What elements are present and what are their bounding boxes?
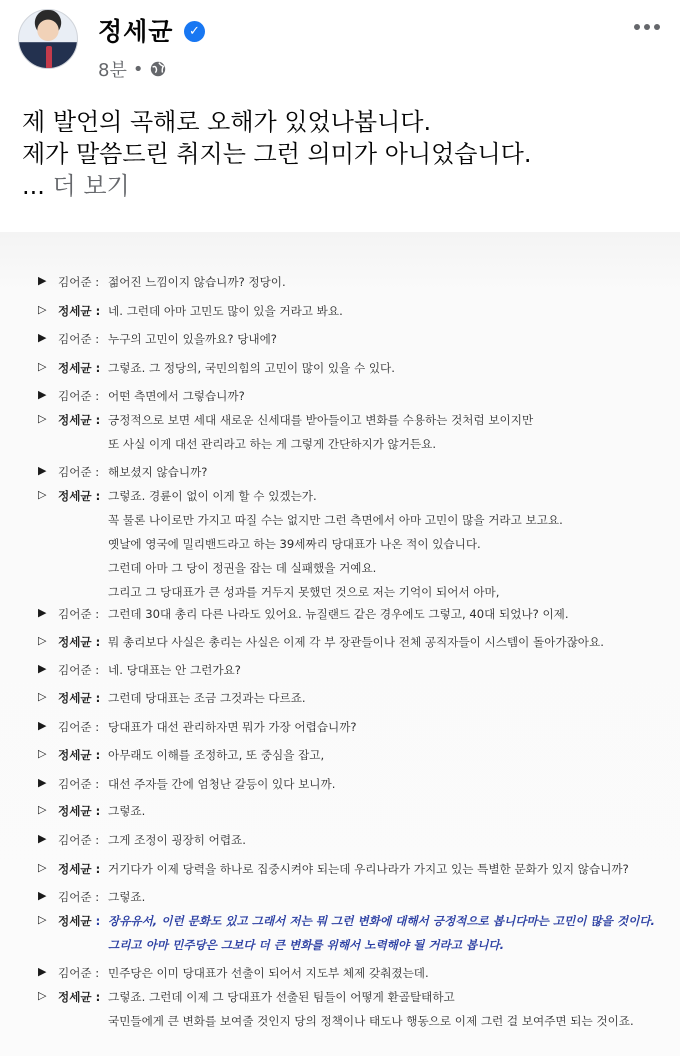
- utterance: [108, 274, 286, 298]
- play-outline-marker-icon: ▷: [38, 360, 47, 373]
- post-body: [22, 106, 662, 202]
- utterance-line: 당대표가 대선 관리하자면 뭐가 가장 어렵습니까?: [108, 720, 357, 734]
- utterance: [108, 634, 604, 658]
- utterance-line: 그리고 그 당대표가 큰 성과를 거두지 못했던 것으로 저는 기억이 되어서 아마,: [108, 585, 500, 599]
- utterance: [108, 832, 246, 856]
- utterance-line: 뭐 총리보다 사실은 총리는 사실은 이제 각 부 장관들이나 전체 공직자들이 시스템이 돌아가잖아요.: [108, 635, 604, 649]
- transcript-row: [38, 274, 674, 298]
- play-marker-icon: ▶: [38, 662, 47, 675]
- utterance: [108, 913, 655, 961]
- play-marker-icon: ▶: [38, 719, 47, 732]
- utterance-line: 또 사실 이게 대선 관리라고 하는 게 그렇게 간단하지가 않거든요.: [108, 437, 437, 451]
- utterance: [108, 488, 563, 608]
- speaker-label: 정세균: [58, 914, 92, 928]
- speaker-name: 정세균 :: [58, 635, 101, 649]
- utterance: [108, 747, 324, 771]
- speaker-label: 정세균: [58, 990, 92, 1004]
- utterance: [108, 776, 335, 800]
- post-header: [0, 0, 680, 96]
- utterance-line: 그리고 아마 민주당은 그보다 더 큰 변화를 위해서 노력해야 될 거라고 봅니다.: [108, 938, 504, 952]
- speaker-label: 김어준: [58, 607, 92, 621]
- author-name[interactable]: 정세균: [98, 17, 174, 46]
- play-marker-icon: ▶: [38, 965, 47, 978]
- speaker-name: 김어준 :: [58, 890, 100, 904]
- transcript-row: [38, 662, 674, 686]
- speaker-name: 정세균 :: [58, 361, 101, 375]
- utterance-line: 그런데 30대 총리 다른 나라도 있어요. 뉴질랜드 같은 경우에도 그렇고, 40대 되었나? 이제.: [108, 607, 569, 621]
- utterance-line: 장유유서, 이런 문화도 있고 그래서 저는 뭐 그런 변화에 대해서 긍정적으로 봅니다마는 고민이 많을 것이다.: [108, 914, 655, 928]
- speaker-name: 김어준 :: [58, 465, 100, 479]
- speaker-label: 정세균: [58, 862, 92, 876]
- speaker-name: 김어준 :: [58, 275, 100, 289]
- meta-separator: •: [132, 58, 144, 80]
- transcript-row: [38, 331, 674, 355]
- see-more-link[interactable]: 더 보기: [52, 172, 130, 200]
- speaker-name: 정세균 :: [58, 304, 101, 318]
- utterance-line: 어떤 측면에서 그렇습니까?: [108, 389, 245, 403]
- transcript-row: [38, 889, 674, 913]
- speaker-name: 김어준 :: [58, 833, 100, 847]
- play-marker-icon: ▶: [38, 889, 47, 902]
- transcript: [0, 232, 680, 1056]
- utterance: [108, 464, 207, 488]
- utterance-line: 국민들에게 큰 변화를 보여줄 것인지 당의 정책이나 태도나 행동으로 이제 그런 걸 보여주면 되는 것이죠.: [108, 1014, 634, 1028]
- speaker-label: 김어준: [58, 389, 92, 403]
- speaker-name: 정세균 :: [58, 990, 101, 1004]
- transcript-row: [38, 464, 674, 488]
- speaker-label: 김어준: [58, 777, 92, 791]
- speaker-label: 정세균: [58, 804, 92, 818]
- utterance-line: 꼭 물론 나이로만 가지고 따질 수는 없지만 그런 측면에서 아마 고민이 많을 거라고 보고요.: [108, 513, 563, 527]
- play-marker-icon: ▶: [38, 388, 47, 401]
- ellipsis: ...: [22, 172, 45, 200]
- utterance-line: 그렇죠.: [108, 804, 146, 818]
- speaker-label: 정세균: [58, 635, 92, 649]
- speaker-label: 김어준: [58, 332, 92, 346]
- utterance-line: 젊어진 느낌이지 않습니까? 정당이.: [108, 275, 286, 289]
- utterance-line: 옛날에 영국에 밀리밴드라고 하는 39세짜리 당대표가 나온 적이 있습니다.: [108, 537, 481, 551]
- speaker-name: 김어준 :: [58, 607, 100, 621]
- speaker-name: 김어준 :: [58, 663, 100, 677]
- transcript-row: [38, 832, 674, 856]
- play-marker-icon: ▶: [38, 832, 47, 845]
- transcript-image[interactable]: [0, 232, 680, 1056]
- utterance: [108, 719, 357, 743]
- utterance-line: 누구의 고민이 있을까요? 당내에?: [108, 332, 277, 346]
- play-outline-marker-icon: ▷: [38, 747, 47, 760]
- transcript-row: [38, 803, 674, 827]
- utterance: [108, 360, 395, 384]
- speaker-label: 정세균: [58, 691, 92, 705]
- transcript-row: [38, 861, 674, 885]
- transcript-row: [38, 303, 674, 327]
- transcript-row: [38, 488, 674, 608]
- utterance-line: 그렇죠. 그 정당의, 국민의힘의 고민이 많이 있을 수 있다.: [108, 361, 395, 375]
- utterance-line: 그렇죠. 경륜이 없이 이게 할 수 있겠는가.: [108, 489, 317, 503]
- utterance: [108, 965, 429, 989]
- utterance: [108, 606, 569, 630]
- play-marker-icon: ▶: [38, 274, 47, 287]
- utterance-line: 민주당은 이미 당대표가 선출이 되어서 지도부 체제 갖춰졌는데.: [108, 966, 429, 980]
- speaker-label: 김어준: [58, 890, 92, 904]
- post-body-line: 제가 말씀드린 취지는 그런 의미가 아니었습니다.: [22, 140, 532, 168]
- speaker-name: 정세균 :: [58, 691, 101, 705]
- verified-badge-icon: ✓: [184, 21, 205, 42]
- speaker-label: 정세균: [58, 361, 92, 375]
- speaker-name: 정세균 :: [58, 413, 101, 427]
- post-time[interactable]: 8분: [98, 60, 127, 81]
- utterance-line: 아무래도 이해를 조정하고, 또 중심을 잡고,: [108, 748, 325, 762]
- transcript-row: [38, 388, 674, 412]
- transcript-row: [38, 360, 674, 384]
- speaker-name: 김어준 :: [58, 332, 100, 346]
- utterance: [108, 412, 533, 460]
- author-avatar[interactable]: [18, 9, 78, 69]
- speaker-name: 김어준 :: [58, 966, 100, 980]
- utterance: [108, 803, 145, 827]
- play-outline-marker-icon: ▷: [38, 803, 47, 816]
- transcript-row: [38, 634, 674, 658]
- utterance-line: 그런데 아마 그 당이 정권을 잡는 데 실패했을 거예요.: [108, 561, 377, 575]
- speaker-name: 정세균 :: [58, 862, 101, 876]
- play-marker-icon: ▶: [38, 606, 47, 619]
- utterance-line: 그런데 당대표는 조금 그것과는 다르죠.: [108, 691, 306, 705]
- speaker-name: 정세균 :: [58, 748, 101, 762]
- post-body-line: 제 발언의 곡해로 오해가 있었나봅니다.: [22, 108, 432, 136]
- utterance-line: 거기다가 이제 당력을 하나로 집중시켜야 되는데 우리나라가 가지고 있는 특별한 문화가 있지 않습니까?: [108, 862, 629, 876]
- speaker-label: 김어준: [58, 663, 92, 677]
- utterance: [108, 303, 343, 327]
- speaker-label: 김어준: [58, 720, 92, 734]
- more-options-icon[interactable]: [634, 24, 660, 30]
- utterance-line: 해보셨지 않습니까?: [108, 465, 208, 479]
- speaker-label: 정세균: [58, 748, 92, 762]
- speaker-name: 정세균 :: [58, 804, 101, 818]
- utterance: [108, 662, 241, 686]
- play-outline-marker-icon: ▷: [38, 690, 47, 703]
- transcript-row: [38, 719, 674, 743]
- utterance: [108, 861, 629, 885]
- play-outline-marker-icon: ▷: [38, 989, 47, 1002]
- speaker-name: 정세균 :: [58, 914, 101, 928]
- utterance-line: 긍정적으로 보면 세대 새로운 신세대를 받아들이고 변화를 수용하는 것처럼 보이지만: [108, 413, 534, 427]
- play-outline-marker-icon: ▷: [38, 634, 47, 647]
- speaker-name: 김어준 :: [58, 389, 100, 403]
- transcript-row: [38, 989, 674, 1037]
- speaker-name: 김어준 :: [58, 720, 100, 734]
- globe-icon: [149, 60, 167, 78]
- utterance-line: 그렇죠.: [108, 890, 146, 904]
- speaker-name: 김어준 :: [58, 777, 100, 791]
- speaker-label: 정세균: [58, 489, 92, 503]
- utterance-line: 대선 주자들 간에 엄청난 갈등이 있다 보니까.: [108, 777, 336, 791]
- transcript-row: [38, 965, 674, 989]
- utterance-line: 그게 조정이 굉장히 어렵죠.: [108, 833, 246, 847]
- transcript-row: [38, 412, 674, 460]
- speaker-label: 김어준: [58, 833, 92, 847]
- utterance: [108, 989, 634, 1037]
- utterance: [108, 331, 277, 355]
- transcript-row: [38, 690, 674, 714]
- transcript-row: [38, 913, 674, 961]
- play-outline-marker-icon: ▷: [38, 303, 47, 316]
- utterance: [108, 889, 145, 913]
- speaker-name: 정세균 :: [58, 489, 101, 503]
- see-more-line: [22, 170, 662, 202]
- utterance: [108, 690, 306, 714]
- speaker-label: 김어준: [58, 966, 92, 980]
- utterance: [108, 388, 245, 412]
- transcript-row: [38, 747, 674, 771]
- play-marker-icon: ▶: [38, 776, 47, 789]
- utterance-line: 네. 당대표는 안 그런가요?: [108, 663, 241, 677]
- play-outline-marker-icon: ▷: [38, 412, 47, 425]
- speaker-label: 김어준: [58, 275, 92, 289]
- transcript-row: [38, 606, 674, 630]
- play-marker-icon: ▶: [38, 464, 47, 477]
- play-outline-marker-icon: ▷: [38, 488, 47, 501]
- play-marker-icon: ▶: [38, 331, 47, 344]
- transcript-row: [38, 776, 674, 800]
- utterance-line: 그렇죠. 그런데 이제 그 당대표가 선출된 팀들이 어떻게 환골탈태하고: [108, 990, 455, 1004]
- speaker-label: 김어준: [58, 465, 92, 479]
- speaker-label: 정세균: [58, 304, 92, 318]
- utterance-line: 네. 그런데 아마 고민도 많이 있을 거라고 봐요.: [108, 304, 343, 318]
- post-meta: [98, 56, 167, 82]
- play-outline-marker-icon: ▷: [38, 861, 47, 874]
- speaker-label: 정세균: [58, 413, 92, 427]
- play-outline-marker-icon: ▷: [38, 913, 47, 926]
